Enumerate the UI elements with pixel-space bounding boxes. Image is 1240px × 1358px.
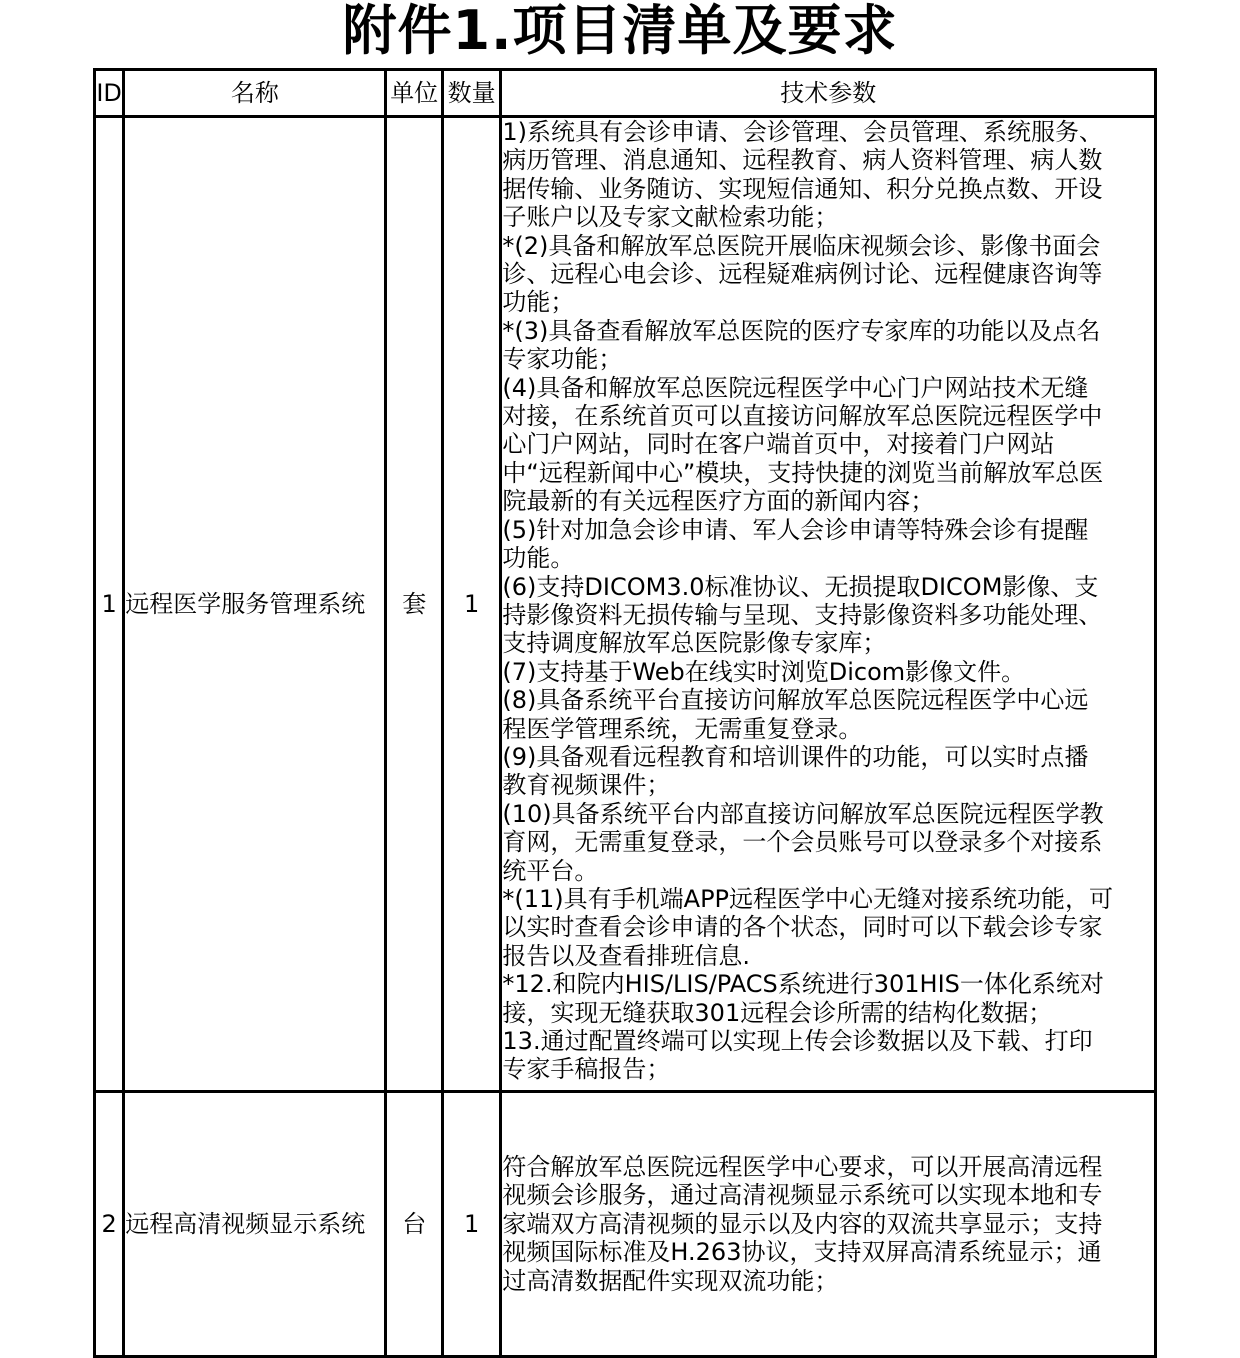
row-spec bbox=[501, 1092, 1156, 1357]
spec-line: 1)系统具有会诊申请、会诊管理、会员管理、系统服务、 bbox=[502, 118, 1104, 146]
row-qty: 1 bbox=[442, 117, 500, 1092]
row-name: 远程高清视频显示系统 bbox=[124, 1092, 386, 1357]
table-row bbox=[95, 117, 1156, 1092]
row-spec bbox=[501, 117, 1156, 1092]
table-row bbox=[95, 1092, 1156, 1357]
spec-line: 13.通过配置终端可以实现上传会诊数据以及下载、打印 bbox=[502, 1027, 1093, 1055]
row-unit: 台 bbox=[386, 1092, 442, 1357]
header-qty: 数量 bbox=[442, 70, 500, 117]
row-unit: 套 bbox=[386, 117, 442, 1092]
spec-line: (4)具备和解放军总医院远程医学中心门户网站技术无缝 bbox=[502, 373, 1089, 402]
spec-line: 对接，在系统首页可以直接访问解放军总医院远程医学中 bbox=[502, 402, 1103, 431]
spec-line: 教育视频课件； bbox=[502, 771, 671, 800]
spec-line: (7)支持基于Web在线实时浏览Dicom影像文件。 bbox=[502, 657, 1026, 686]
spec-line: 专家手稿报告； bbox=[502, 1055, 671, 1084]
spec-line: 院最新的有关远程医疗方面的新闻内容； bbox=[502, 487, 935, 516]
spec-line: (5)针对加急会诊申请、军人会诊申请等特殊会诊有提醒 bbox=[502, 515, 1089, 544]
spec-line: 过高清数据配件实现双流功能； bbox=[502, 1266, 839, 1295]
spec-line: 视频国际标准及H.263协议，支持双屏高清系统显示；通 bbox=[502, 1238, 1102, 1267]
table-header-row bbox=[95, 70, 1156, 117]
spec-line: 视频会诊服务，通过高清视频显示系统可以实现本地和专 bbox=[502, 1181, 1103, 1210]
row-qty: 1 bbox=[442, 1092, 500, 1357]
spec-line: (10)具备系统平台内部直接访问解放军总医院远程医学教 bbox=[502, 799, 1104, 828]
spec-line: *12.和院内HIS/LIS/PACS系统进行301HIS一体化系统对 bbox=[502, 970, 1104, 999]
spec-line: 专家功能； bbox=[502, 345, 623, 374]
spec-line: (6)支持DICOM3.0标准协议、无损提取DICOM影像、支 bbox=[502, 572, 1099, 601]
spec-line: 以实时查看会诊申请的各个状态，同时可以下载会诊专家 bbox=[502, 913, 1103, 942]
spec-line: (8)具备系统平台直接访问解放军总医院远程医学中心远 bbox=[502, 686, 1089, 715]
spec-line: 功能； bbox=[502, 288, 575, 317]
spec-line: 持影像资料无损传输与呈现、支持影像资料多功能处理、 bbox=[502, 600, 1103, 629]
spec-line: *(2)具备和解放军总医院开展临床视频会诊、影像书面会 bbox=[502, 231, 1101, 260]
row-id: 2 bbox=[95, 1092, 124, 1357]
header-spec: 技术参数 bbox=[501, 70, 1156, 117]
spec-line: 中“远程新闻中心”模块，支持快捷的浏览当前解放军总医 bbox=[502, 458, 1104, 487]
spec-line: 符合解放军总医院远程医学中心要求，可以开展高清远程 bbox=[502, 1152, 1103, 1181]
spec-line: 心门户网站，同时在客户端首页中，对接着门户网站 bbox=[502, 430, 1055, 459]
row-name: 远程医学服务管理系统 bbox=[124, 117, 386, 1092]
spec-line: *(3)具备查看解放军总医院的医疗专家库的功能以及点名 bbox=[502, 316, 1101, 345]
spec-line: 功能。 bbox=[502, 544, 575, 573]
header-unit: 单位 bbox=[386, 70, 442, 117]
spec-line: 支持调度解放军总医院影像专家库； bbox=[502, 629, 887, 658]
spec-line: 统平台。 bbox=[502, 856, 599, 885]
header-id: ID bbox=[95, 70, 124, 117]
spec-line: 病历管理、消息通知、远程教育、病人资料管理、病人数 bbox=[502, 146, 1103, 175]
spec-line: 诊、远程心电会诊、远程疑难病例讨论、远程健康咨询等 bbox=[502, 260, 1103, 289]
header-name: 名称 bbox=[124, 70, 386, 117]
page-title: 附件1.项目清单及要求 bbox=[342, 0, 898, 62]
spec-line: 子账户以及专家文献检索功能； bbox=[502, 203, 839, 232]
spec-line: 报告以及查看排班信息. bbox=[502, 941, 751, 970]
project-list-table bbox=[93, 68, 1157, 1358]
spec-line: 家端双方高清视频的显示以及内容的双流共享显示；支持 bbox=[502, 1209, 1103, 1238]
spec-line: 程医学管理系统，无需重复登录。 bbox=[502, 714, 863, 743]
spec-line: 据传输、业务随访、实现短信通知、积分兑换点数、开设 bbox=[502, 174, 1103, 203]
spec-line: (9)具备观看远程教育和培训课件的功能，可以实时点播 bbox=[502, 742, 1089, 771]
spec-line: 育网，无需重复登录，一个会员账号可以登录多个对接系 bbox=[502, 828, 1103, 857]
row-id: 1 bbox=[95, 117, 124, 1092]
spec-line: *(11)具有手机端APP远程医学中心无缝对接系统功能，可 bbox=[502, 884, 1114, 913]
spec-line: 接，实现无缝获取301远程会诊所需的结构化数据； bbox=[502, 998, 1053, 1027]
